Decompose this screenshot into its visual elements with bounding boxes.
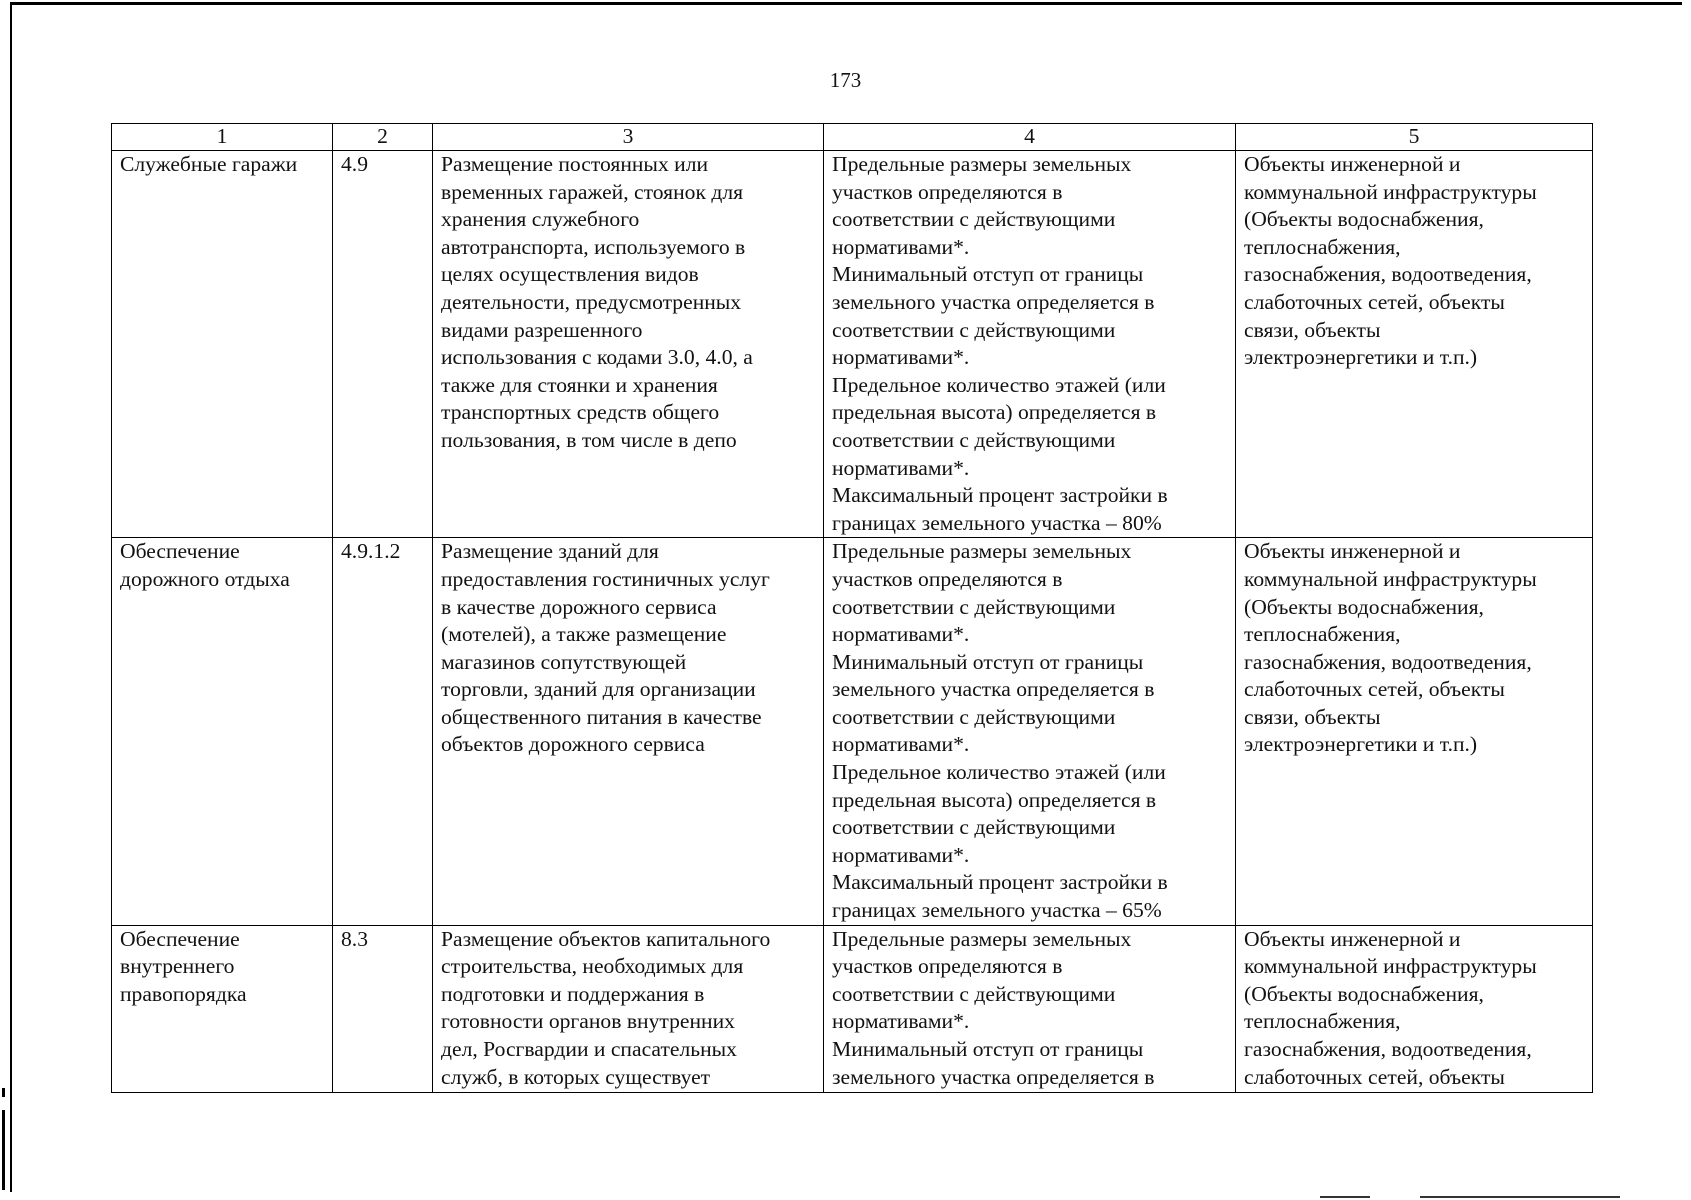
scan-frame-left [10,2,12,1192]
cell-text-line: слаботочных сетей, объекты [1244,289,1505,314]
table-header-row [112,124,1593,151]
cell-text-line: Предельное количество этажей (или [832,760,1166,785]
cell-text-line: общественного питания в качестве [441,704,762,729]
cell-text-line: соответствии с действующими [832,427,1116,452]
cell-text-line: (мотелей), а также размещение [441,622,727,647]
cell-text-line: правопорядка [120,981,247,1006]
cell-text-line: связи, объекты [1244,317,1381,342]
scan-frame-top [10,2,1682,5]
cell-text-line: коммунальной инфраструктуры [1244,566,1537,591]
cell-text-line: нормативами*. [832,622,970,647]
cell-text-line: Предельные размеры земельных [832,539,1132,564]
table-row [112,538,1593,925]
scan-artifact [1320,1196,1370,1198]
cell-text-line: использования с кодами 3.0, 4.0, а [441,345,753,370]
cell-text-line: Размещение постоянных или [441,152,709,176]
cell-text-line: коммунальной инфраструктуры [1244,954,1537,979]
cell-text-line: газоснабжения, водоотведения, [1244,262,1532,287]
cell-text-line: нормативами*. [832,842,970,867]
cell-text-line: строительства, необходимых для [441,954,744,979]
cell-text-line: дорожного отдыха [120,566,290,591]
cell-text-line: торговли, зданий для организации [441,677,756,702]
cell-text-line: (Объекты водоснабжения, [1244,981,1484,1006]
cell-text-line: Максимальный процент застройки в [832,483,1168,508]
cell-text-line: пользования, в том числе в депо [441,427,737,452]
cell-text-line: Обеспечение [120,926,240,951]
cell-text-line: подготовки и поддержания в [441,981,705,1006]
cell-text-line: целях осуществления видов [441,262,699,287]
cell-text-line: Минимальный отступ от границы [832,1037,1144,1061]
cell-text-line: газоснабжения, водоотведения, [1244,649,1532,674]
cell-text-line: связи, объекты [1244,704,1381,729]
cell-text-line: нормативами*. [832,234,970,259]
page-number: 173 [829,68,862,92]
cell-text-line: предоставления гостиничных услуг [441,566,770,591]
auxiliary-uses-cell [1236,538,1593,925]
cell-text-line: временных гаражей, стоянок для [441,179,744,204]
cell-text-line: соответствии с действующими [832,981,1116,1006]
use-name-cell [112,151,333,538]
cell-text-line: Объекты инженерной и [1244,926,1461,951]
cell-text-line: Предельные размеры земельных [832,926,1132,951]
table-row [112,925,1593,1092]
cell-text-line: участков определяются в [832,954,1063,979]
column-header: 4 [824,124,1236,151]
auxiliary-uses-cell [1236,151,1593,538]
cell-text-line: магазинов сопутствующей [441,649,687,674]
cell-text-line: (Объекты водоснабжения, [1244,594,1484,619]
parameters-cell [824,538,1236,925]
use-code-cell [333,538,433,925]
cell-text-line: границах земельного участка – 80% [832,510,1162,535]
use-description-cell [433,538,824,925]
cell-text-line: нормативами*. [832,732,970,757]
cell-text-line: в качестве дорожного сервиса [441,594,717,619]
cell-text-line: Размещение объектов капитального [441,926,771,951]
cell-text-line: соответствии с действующими [832,594,1116,619]
cell-text-line: электроэнергетики и т.п.) [1244,732,1478,757]
scan-mark [2,1110,5,1190]
cell-text-line: земельного участка определяется в [832,289,1155,314]
use-name-cell [112,925,333,1092]
cell-text-line: дел, Росгвардии и спасательных [441,1037,737,1061]
cell-text-line: границах земельного участка – 65% [832,898,1162,923]
column-header: 1 [112,124,333,151]
cell-text-line: 8.3 [341,926,368,951]
column-header: 2 [333,124,433,151]
cell-text-line: Минимальный отступ от границы [832,649,1144,674]
parameters-cell [824,151,1236,538]
cell-text-line: предельная высота) определяется в [832,400,1157,425]
cell-text-line: Минимальный отступ от границы [832,262,1144,287]
cell-text-line: хранения служебного [441,207,640,232]
cell-text-line: теплоснабжения, [1244,234,1401,259]
column-header: 3 [433,124,824,151]
cell-text-line: видами разрешенного [441,317,643,342]
cell-text-line: (Объекты водоснабжения, [1244,207,1484,232]
cell-text-line: внутреннего [120,954,235,979]
cell-text-line: электроэнергетики и т.п.) [1244,345,1478,370]
cell-text-line: нормативами*. [832,345,970,370]
cell-text-line: соответствии с действующими [832,317,1116,342]
cell-text-line: теплоснабжения, [1244,622,1401,647]
scan-mark [2,1088,5,1097]
cell-text-line: земельного участка определяется в [832,1064,1155,1089]
cell-text-line: Максимальный процент застройки в [832,870,1168,895]
use-code-cell [333,151,433,538]
cell-text-line: нормативами*. [832,455,970,480]
cell-text-line: Размещение зданий для [441,539,659,564]
cell-text-line: предельная высота) определяется в [832,787,1157,812]
cell-text-line: слаботочных сетей, объекты [1244,1064,1505,1089]
cell-text-line: готовности органов внутренних [441,1009,735,1034]
cell-text-line: соответствии с действующими [832,704,1116,729]
auxiliary-uses-cell [1236,925,1593,1092]
cell-text-line: также для стоянки и хранения [441,372,718,397]
cell-text-line: Предельные размеры земельных [832,152,1132,176]
table-row [112,151,1593,538]
cell-text-line: деятельности, предусмотренных [441,289,742,314]
cell-text-line: автотранспорта, используемого в [441,234,746,259]
cell-text-line: 4.9.1.2 [341,539,401,564]
cell-text-line: соответствии с действующими [832,815,1116,840]
cell-text-line: объектов дорожного сервиса [441,732,705,757]
cell-text-line: соответствии с действующими [832,207,1116,232]
cell-text-line: Служебные гаражи [120,152,298,176]
cell-text-line: служб, в которых существует [441,1064,711,1089]
cell-text-line: теплоснабжения, [1244,1009,1401,1034]
cell-text-line: коммунальной инфраструктуры [1244,179,1537,204]
cell-text-line: Объекты инженерной и [1244,539,1461,564]
cell-text-line: участков определяются в [832,566,1063,591]
cell-text-line: Обеспечение [120,539,240,564]
column-header: 5 [1236,124,1593,151]
cell-text-line: Объекты инженерной и [1244,152,1461,176]
scan-artifact [1420,1196,1620,1198]
cell-text-line: земельного участка определяется в [832,677,1155,702]
cell-text-line: нормативами*. [832,1009,970,1034]
use-code-cell [333,925,433,1092]
cell-text-line: слаботочных сетей, объекты [1244,677,1505,702]
cell-text-line: транспортных средств общего [441,400,720,425]
parameters-cell [824,925,1236,1092]
cell-text-line: 4.9 [341,152,368,176]
cell-text-line: Предельное количество этажей (или [832,372,1166,397]
zoning-table [111,123,1593,1093]
use-name-cell [112,538,333,925]
use-description-cell [433,925,824,1092]
use-description-cell [433,151,824,538]
cell-text-line: газоснабжения, водоотведения, [1244,1037,1532,1061]
cell-text-line: участков определяются в [832,179,1063,204]
